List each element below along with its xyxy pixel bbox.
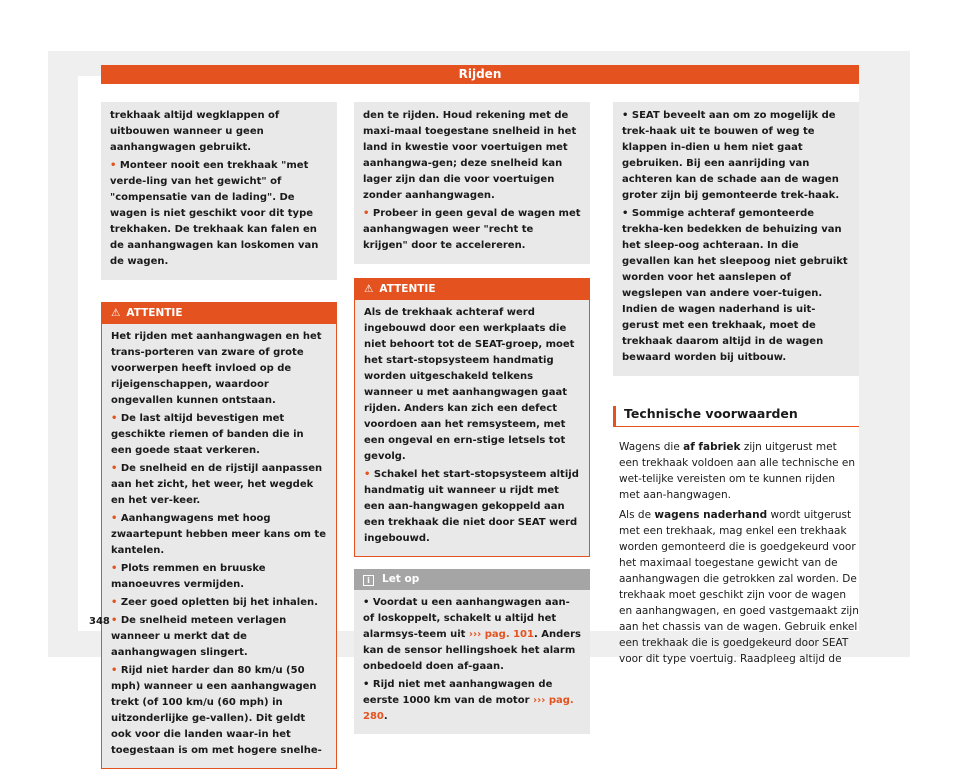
page-number: 348: [89, 616, 110, 627]
page-link[interactable]: ››› pag. 280: [363, 695, 574, 722]
warning-lead: Het rijden met aanhangwagen en het trans-porteren van zware of grote voorwerpen heeft invloed op de rijeigenschappen, waardoor ongevallen kunnen ontstaan.: [111, 331, 322, 406]
info-bullet: • Monteer nooit een trekhaak "met verde-ling van het gewicht" of "compensatie van de lading". De wagen is niet geschikt voor dit type trekhaken. De trekhaak kan falen en de aanhangwagen kan loskomen van de wagen.: [110, 158, 328, 270]
paragraph: [613, 507, 859, 667]
warning-body: [102, 324, 336, 768]
info-text: trekhaak altijd wegklappen of uitbouwen wanneer u geen aanhangwagen gebruikt.: [110, 110, 280, 153]
text: wordt uitgerust met een trekhaak, mag enkel een trekhaak worden gemonteerd die is goedgekeurd voor het maximaal toegestane gewicht van de aanhangwagen die getrokken zal worden. De trekhaak moet geschikt zijn voor de wagen en aanhangwagen, en goed vastgemaakt zijn aan het chassis van de wagen. Gebruik enkel een trekhaak die is goedgekeurd door SEAT voor dit type voertuig. Raadpleeg altijd de: [619, 509, 859, 665]
warning-header: [355, 279, 589, 300]
warning-triangle-icon: ⚠: [364, 283, 374, 295]
note-box: [354, 569, 590, 734]
note-text: Voordat u een aanhangwagen aan- of loskoppelt, schakelt u altijd het alarmsys-teem uit: [363, 597, 570, 640]
note-text: .: [383, 711, 388, 722]
warning-item: • De last altijd bevestigen met geschikte riemen of banden die in een goede staat verkeren.: [111, 411, 327, 459]
section-body: [613, 439, 859, 667]
paragraph: [613, 439, 859, 503]
note-item: [363, 595, 581, 675]
warning-box: [354, 278, 590, 557]
note-heading: Let op: [382, 573, 420, 585]
warning-item: • Schakel het start-stopsysteem altijd handmatig uit wanneer u rijdt met een aan-hangwagen gekoppeld aan een trekhaak die niet door SEAT werd ingebouwd.: [364, 467, 580, 547]
note-text: . Anders kan de sensor hellingshoek het alarm onbedoeld doen af-gaan.: [363, 629, 581, 672]
warning-header: [102, 303, 336, 324]
text: Als de: [619, 509, 655, 521]
warning-item: • De snelheid en de rijstijl aanpassen aan het zicht, het weer, het wegdek en het ver-keer.: [111, 461, 327, 509]
note-body: [354, 590, 590, 734]
info-bullet: • SEAT beveelt aan om zo mogelijk de trek-haak uit te bouwen of weg te klappen in-dien u hem niet gaat gebruiken. Bij een aanrijding van achteren kan de schade aan de wagen groter zijn bij gemonteerde trek-haak.: [622, 108, 850, 204]
warning-item: • Zeer goed opletten bij het inhalen.: [111, 595, 327, 611]
warning-item: • Plots remmen en bruuske manoeuvres vermijden.: [111, 561, 327, 593]
section-heading-wrap: [613, 406, 859, 427]
warning-heading: ATTENTIE: [126, 307, 183, 319]
info-bullet: • Probeer in geen geval de wagen met aanhangwagen weer "recht te krijgen" door te accelereren.: [363, 206, 581, 254]
section-title: Technische voorwaarden: [613, 406, 859, 427]
column-2: [354, 102, 590, 734]
chapter-header: Rijden: [101, 65, 859, 84]
warning-lead: Als de trekhaak achteraf werd ingebouwd door een werkplaats die niet behoort tot de SEAT-groep, moet het start-stopsysteem handmatig worden uitgeschakeld telkens wanneer u met aanhangwagen gaat rijden. Anders kan zich een defect voordoen aan het remsysteem, met een ongeval en ern-stige letsels tot gevolg.: [364, 307, 575, 462]
info-bullet: • Sommige achteraf gemonteerde trekha-ken bedekken de behuizing van het sleep-oog achteraan. In die gevallen kan het sleepoog niet gebruikt worden voor het aanslepen of wegslepen van andere voer-tuigen. Indien de wagen naderhand is uit-gerust met een trekhaak, moet de trekhaak daarom altijd in de wagen bewaard worden bij uitbouw.: [622, 206, 850, 366]
info-icon: i: [363, 575, 374, 586]
page-link[interactable]: ››› pag. 101: [468, 629, 534, 640]
warning-triangle-icon: ⚠: [111, 307, 121, 319]
column-1: [101, 102, 337, 769]
warning-item: • De snelheid meteen verlagen wanneer u merkt dat de aanhangwagen slingert.: [111, 613, 327, 661]
info-box: [354, 102, 590, 264]
note-text: Rijd niet met aanhangwagen de eerste 1000 km van de motor: [363, 679, 553, 706]
column-3: [613, 102, 859, 671]
note-item: [363, 677, 581, 725]
emphasis: af fabriek: [683, 441, 741, 453]
info-box: [613, 102, 859, 376]
warning-item: • Rijd niet harder dan 80 km/u (50 mph) wanneer u een aanhangwagen trekt (of 100 km/u (60 mph) in uitzonderlijke ge-vallen). Dit geldt ook voor die landen waar-in het toegestaan is om met hogere snelhe-: [111, 663, 327, 759]
emphasis: wagens naderhand: [654, 509, 768, 521]
warning-heading: ATTENTIE: [379, 283, 436, 295]
warning-body: [355, 300, 589, 556]
text: Wagens die: [619, 441, 684, 453]
info-text: den te rijden. Houd rekening met de maxi-maal toegestane snelheid in het land in kwestie voor voertuigen met aanhangwa-gen; deze snelheid kan lager zijn dan die voor voertuigen zonder aanhangwagen.: [363, 110, 577, 201]
warning-box: [101, 302, 337, 769]
text: zijn uitgerust met een trekhaak voldoen aan alle technische en wet-telijke vereisten om te kunnen rijden met aan-hangwagen.: [619, 441, 856, 501]
warning-item: • Aanhangwagens met hoog zwaartepunt hebben meer kans om te kantelen.: [111, 511, 327, 559]
info-box: [101, 102, 337, 280]
note-header: [354, 569, 590, 590]
